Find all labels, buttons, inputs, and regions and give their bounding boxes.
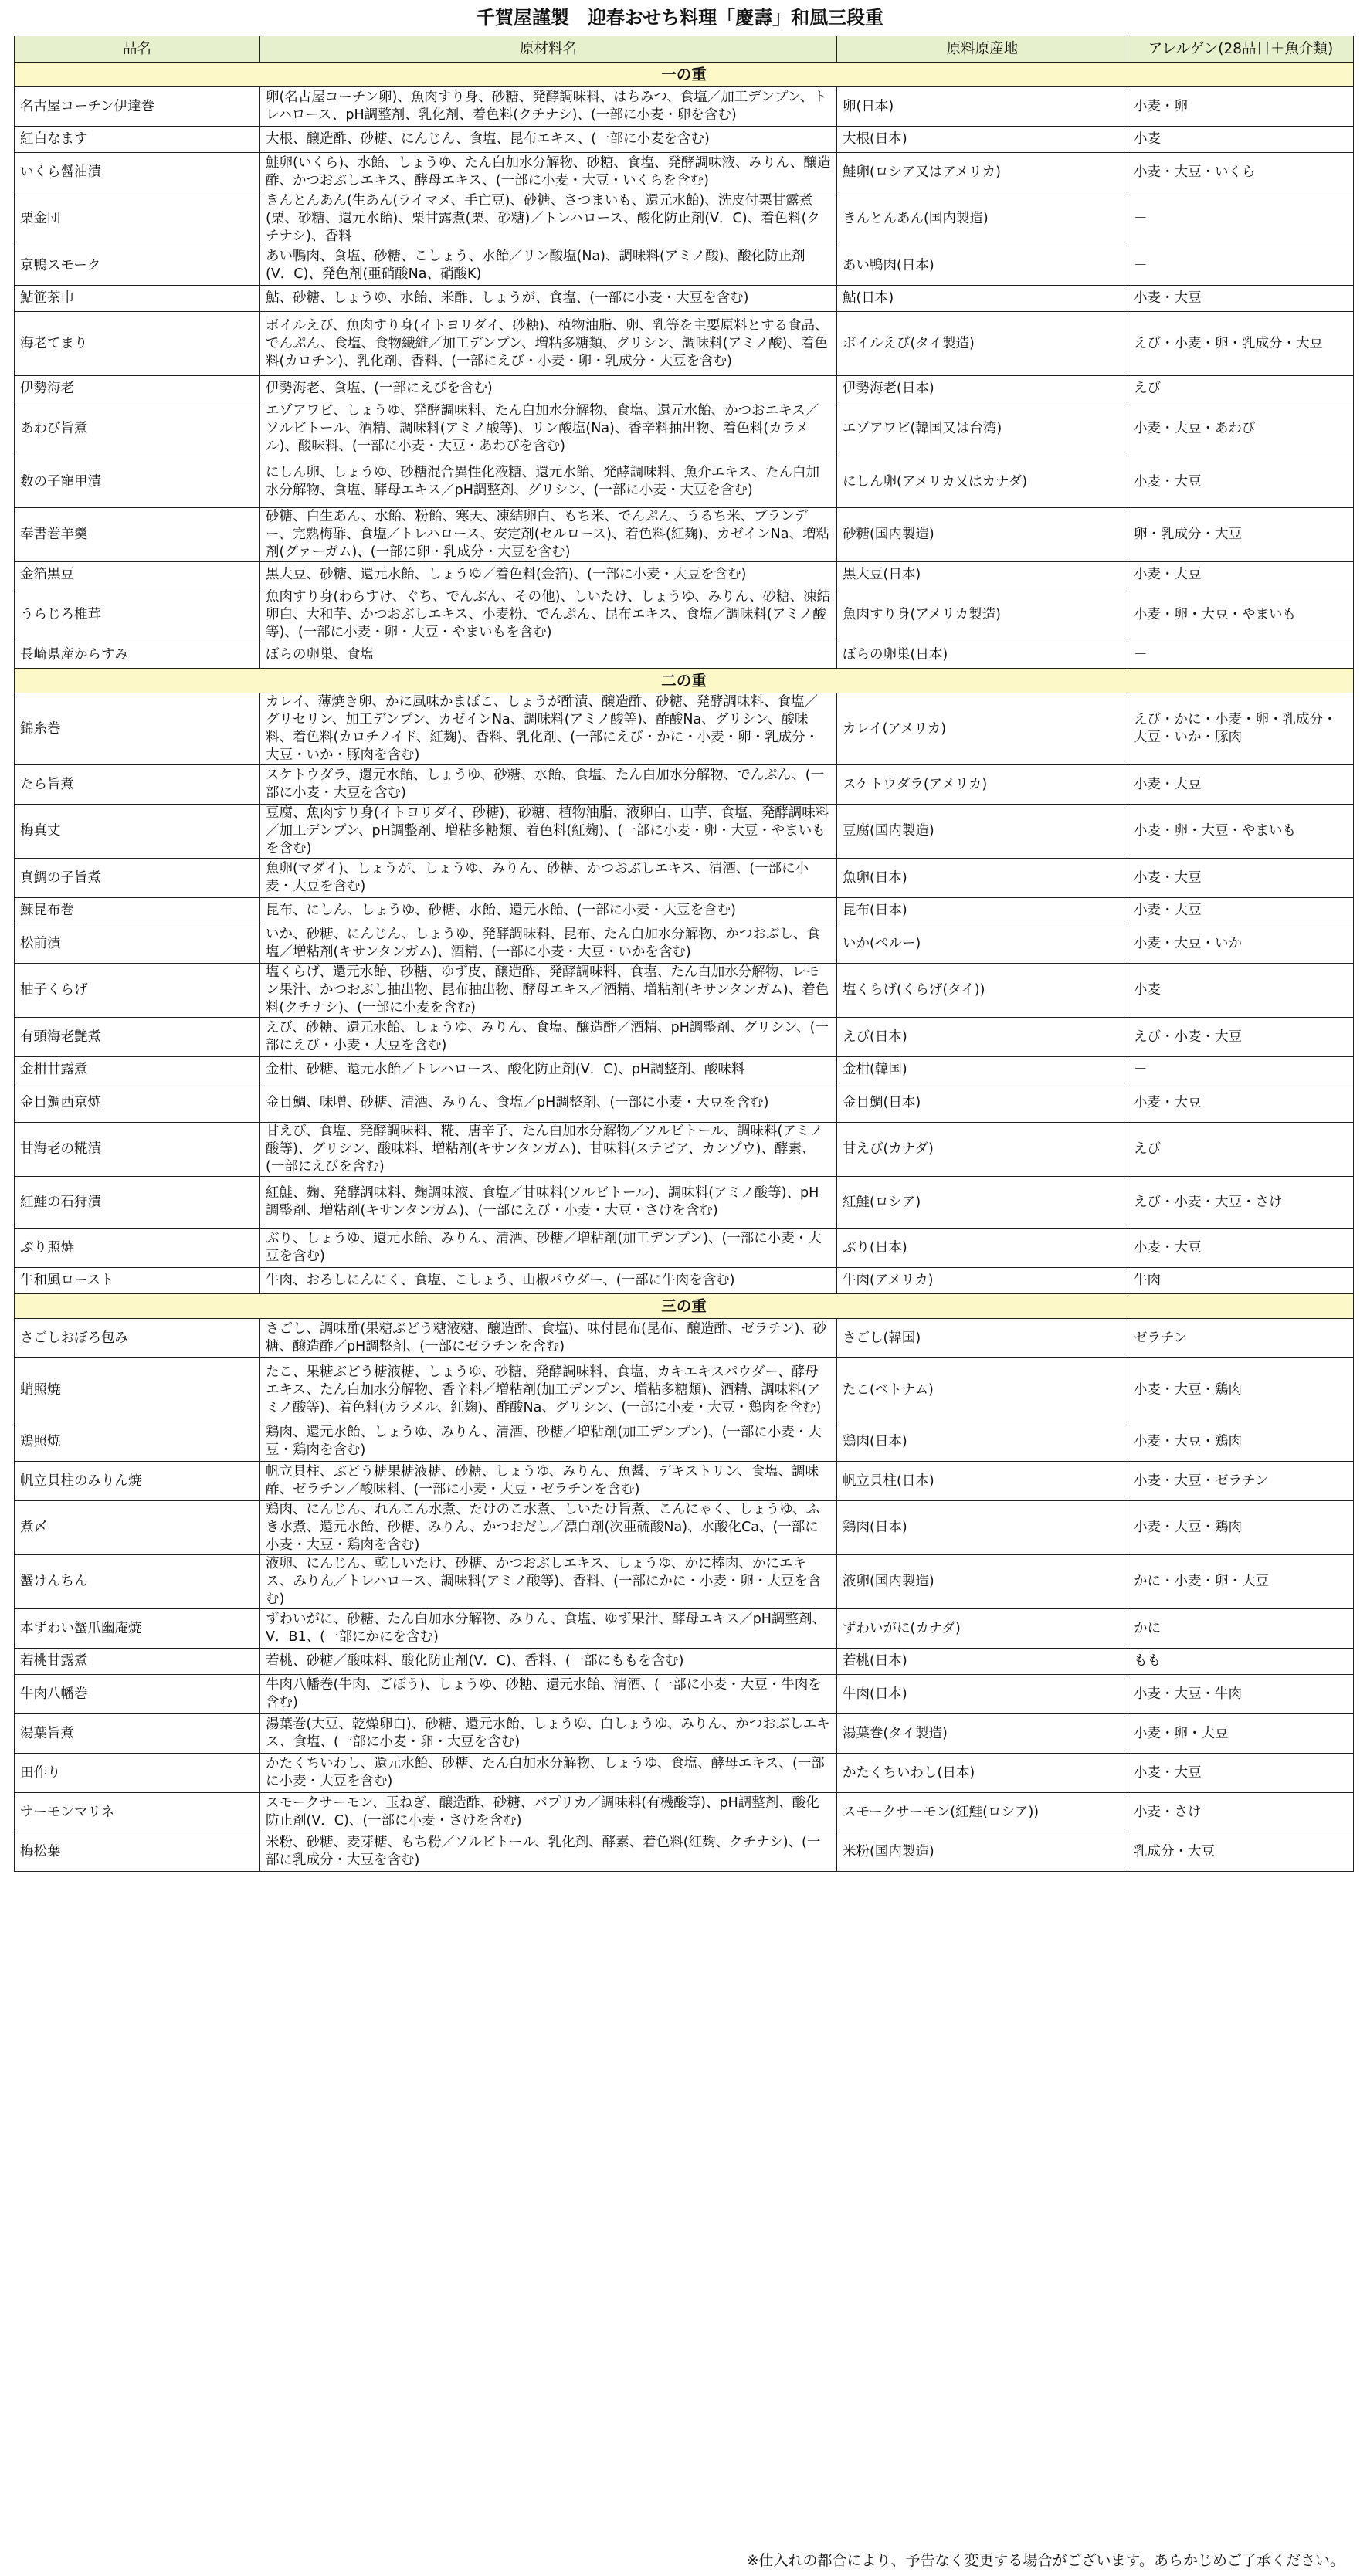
product-name-cell: サーモンマリネ (15, 1793, 260, 1832)
table-row (15, 376, 1354, 402)
ingredients-cell: 牛肉八幡巻(牛肉、ごぼう)、しょうゆ、砂糖、還元水飴、清酒、(一部に小麦・大豆・牛肉を含む) (260, 1675, 837, 1714)
table-row (15, 286, 1354, 312)
origin-cell: きんとんあん(国内製造) (837, 192, 1128, 246)
origin-cell: エゾアワビ(韓国又は台湾) (837, 402, 1128, 456)
origin-cell: 大根(日本) (837, 127, 1128, 153)
allergen-cell: かに・小麦・卵・大豆 (1128, 1555, 1354, 1609)
product-name-cell: 紅鮭の石狩漬 (15, 1177, 260, 1229)
origin-cell: 甘えび(カナダ) (837, 1123, 1128, 1177)
allergen-cell: えび・小麦・大豆・さけ (1128, 1177, 1354, 1229)
product-name-cell: 牛肉八幡巻 (15, 1675, 260, 1714)
origin-cell: 液卵(国内製造) (837, 1555, 1128, 1609)
product-name-cell: ぶり照焼 (15, 1229, 260, 1268)
product-name-cell: 蛸照焼 (15, 1358, 260, 1422)
ingredients-cell: 牛肉、おろしにんにく、食塩、こしょう、山椒パウダー、(一部に牛肉を含む) (260, 1268, 837, 1294)
product-name-cell: 松前漬 (15, 924, 260, 964)
ingredients-cell: 伊勢海老、食塩、(一部にえびを含む) (260, 376, 837, 402)
table-row (15, 1609, 1354, 1649)
allergen-cell: 牛肉 (1128, 1268, 1354, 1294)
origin-cell: 湯葉巻(タイ製造) (837, 1714, 1128, 1754)
origin-cell: 鶏肉(日本) (837, 1501, 1128, 1555)
ingredients-cell: 昆布、にしん、しょうゆ、砂糖、水飴、還元水飴、(一部に小麦・大豆を含む) (260, 898, 837, 924)
ingredients-cell: えび、砂糖、還元水飴、しょうゆ、みりん、食塩、醸造酢／酒精、pH調整剤、グリシン、(一部にえび・小麦・大豆を含む) (260, 1018, 837, 1057)
allergen-cell: 小麦・大豆 (1128, 1083, 1354, 1123)
origin-cell: 鶏肉(日本) (837, 1422, 1128, 1462)
allergen-cell: えび・小麦・大豆 (1128, 1018, 1354, 1057)
table-row (15, 1649, 1354, 1675)
origin-cell: カレイ(アメリカ) (837, 693, 1128, 765)
allergen-cell: 小麦・大豆・いくら (1128, 153, 1354, 192)
product-name-cell: 長崎県産からすみ (15, 642, 260, 669)
origin-cell: 砂糖(国内製造) (837, 508, 1128, 562)
allergen-cell: 小麦・大豆 (1128, 859, 1354, 898)
origin-cell: 金目鯛(日本) (837, 1083, 1128, 1123)
origin-cell: 塩くらげ(くらげ(タイ)) (837, 964, 1128, 1018)
table-row (15, 642, 1354, 669)
table-row (15, 1675, 1354, 1714)
product-name-cell: 有頭海老艶煮 (15, 1018, 260, 1057)
ingredients-cell: ぶり、しょうゆ、還元水飴、みりん、清酒、砂糖／増粘剤(加工デンプン)、(一部に小麦・大豆を含む) (260, 1229, 837, 1268)
allergen-cell: 小麦・大豆 (1128, 562, 1354, 588)
allergen-cell: えび・小麦・卵・乳成分・大豆 (1128, 312, 1354, 376)
origin-cell: ずわいがに(カナダ) (837, 1609, 1128, 1649)
origin-cell: えび(日本) (837, 1018, 1128, 1057)
origin-cell: にしん卵(アメリカ又はカナダ) (837, 456, 1128, 508)
product-name-cell: 本ずわい蟹爪幽庵焼 (15, 1609, 260, 1649)
table-row (15, 402, 1354, 456)
allergen-cell: 小麦・大豆・鶏肉 (1128, 1422, 1354, 1462)
ingredients-cell: いか、砂糖、にんじん、しょうゆ、発酵調味料、昆布、たん白加水分解物、かつおぶし、食塩／増粘剤(キサンタンガム)、酒精、(一部に小麦・大豆・いかを含む) (260, 924, 837, 964)
document-title: 千賀屋謹製 迎春おせち料理「慶壽」和風三段重 (476, 7, 884, 29)
origin-cell: スモークサーモン(紅鮭(ロシア)) (837, 1793, 1128, 1832)
ingredients-cell: 金柑、砂糖、還元水飴／トレハロース、酸化防止剤(V．C)、pH調整剤、酸味料 (260, 1057, 837, 1083)
header-product-name: 品名 (15, 36, 260, 63)
table-row (15, 765, 1354, 805)
ingredients-cell: にしん卵、しょうゆ、砂糖混合異性化液糖、還元水飴、発酵調味料、魚介エキス、たん白加水分解物、食塩、酵母エキス／pH調整剤、グリシン、(一部に小麦・大豆を含む) (260, 456, 837, 508)
allergen-cell: 小麦・大豆 (1128, 898, 1354, 924)
product-name-cell: 真鯛の子旨煮 (15, 859, 260, 898)
table-row (15, 312, 1354, 376)
product-name-cell: 煮〆 (15, 1501, 260, 1555)
table-row (15, 1123, 1354, 1177)
allergen-cell: 小麦・大豆・鶏肉 (1128, 1358, 1354, 1422)
ingredients-cell: 魚肉すり身(わらすけ、ぐち、でんぷん、その他)、しいたけ、しょうゆ、みりん、砂糖、凍結卵白、大和芋、かつおぶしエキス、小麦粉、でんぷん、昆布エキス、食塩／調味料(アミノ酸等)、(一部に小麦・卵・大豆・やまいもを含む) (260, 588, 837, 642)
ingredients-cell: 鶏肉、還元水飴、しょうゆ、みりん、清酒、砂糖／増粘剤(加工デンプン)、(一部に小麦・大豆・鶏肉を含む) (260, 1422, 837, 1462)
ingredients-cell: スモークサーモン、玉ねぎ、醸造酢、砂糖、パプリカ／調味料(有機酸等)、pH調整剤、酸化防止剤(V．C)、(一部に小麦・さけを含む) (260, 1793, 837, 1832)
table-row (15, 924, 1354, 964)
product-name-cell: 金箔黒豆 (15, 562, 260, 588)
origin-cell: 米粉(国内製造) (837, 1832, 1128, 1872)
table-row (15, 87, 1354, 127)
table-row (15, 1229, 1354, 1268)
product-name-cell: 数の子寵甲漬 (15, 456, 260, 508)
origin-cell: 伊勢海老(日本) (837, 376, 1128, 402)
ingredients-cell: 紅鮭、麹、発酵調味料、麹調味液、食塩／甘味料(ソルビトール)、調味料(アミノ酸等)、pH調整剤、増粘剤(キサンタンガム)、(一部にえび・小麦・大豆・さけを含む) (260, 1177, 837, 1229)
product-name-cell: 名古屋コーチン伊達巻 (15, 87, 260, 127)
ingredients-cell: 帆立貝柱、ぶどう糖果糖液糖、砂糖、しょうゆ、みりん、魚醤、デキストリン、食塩、調味酢、ゼラチン／酸味料、(一部に小麦・大豆・ゼラチンを含む) (260, 1462, 837, 1501)
ingredient-table (14, 36, 1354, 1872)
allergen-cell: 小麦・卵 (1128, 87, 1354, 127)
product-name-cell: 湯葉旨煮 (15, 1714, 260, 1754)
origin-cell: 鮎(日本) (837, 286, 1128, 312)
allergen-cell: 小麦・大豆 (1128, 1229, 1354, 1268)
section-row (15, 1294, 1354, 1319)
origin-cell: かたくちいわし(日本) (837, 1754, 1128, 1793)
allergen-cell: かに (1128, 1609, 1354, 1649)
table-row (15, 1083, 1354, 1123)
ingredients-cell: 甘えび、食塩、発酵調味料、糀、唐辛子、たん白加水分解物／ソルビトール、調味料(アミノ酸等)、グリシン、酸味料、増粘剤(キサンタンガム)、甘味料(ステビア、カンゾウ)、酵素、(一部にえびを含む) (260, 1123, 837, 1177)
ingredients-cell: 若桃、砂糖／酸味料、酸化防止剤(V．C)、香料、(一部にももを含む) (260, 1649, 837, 1675)
table-row (15, 508, 1354, 562)
allergen-cell: 小麦・大豆・鶏肉 (1128, 1501, 1354, 1555)
table-row (15, 192, 1354, 246)
table-header-row (15, 36, 1354, 63)
table-row (15, 1793, 1354, 1832)
ingredients-cell: 湯葉巻(大豆、乾燥卵白)、砂糖、還元水飴、しょうゆ、白しょうゆ、みりん、かつおぶしエキス、食塩、(一部に小麦・卵・大豆を含む) (260, 1714, 837, 1754)
product-name-cell: 伊勢海老 (15, 376, 260, 402)
origin-cell: いか(ペルー) (837, 924, 1128, 964)
ingredients-cell: ぼらの卵巣、食塩 (260, 642, 837, 669)
product-name-cell: 牛和風ロースト (15, 1268, 260, 1294)
table-row (15, 127, 1354, 153)
ingredients-cell: 黒大豆、砂糖、還元水飴、しょうゆ／着色料(金箔)、(一部に小麦・大豆を含む) (260, 562, 837, 588)
table-row (15, 1358, 1354, 1422)
product-name-cell: 甘海老の糀漬 (15, 1123, 260, 1177)
ingredients-cell: あい鴨肉、食塩、砂糖、こしょう、水飴／リン酸塩(Na)、調味料(アミノ酸)、酸化防止剤(V．C)、発色剤(亜硝酸Na、硝酸K) (260, 246, 837, 286)
allergen-cell: 小麦・大豆 (1128, 286, 1354, 312)
ingredients-cell: 塩くらげ、還元水飴、砂糖、ゆず皮、醸造酢、発酵調味料、食塩、たん白加水分解物、レモン果汁、かつおぶし抽出物、昆布抽出物、酵母エキス／酒精、増粘剤(キサンタンガム)、着色料(クチナシ)、(一部に小麦を含む) (260, 964, 837, 1018)
allergen-cell: 小麦・大豆 (1128, 765, 1354, 805)
product-name-cell: 金柑甘露煮 (15, 1057, 260, 1083)
allergen-cell: 小麦・大豆 (1128, 1754, 1354, 1793)
allergen-cell: 小麦・大豆・ゼラチン (1128, 1462, 1354, 1501)
table-row (15, 1754, 1354, 1793)
allergen-cell: － (1128, 246, 1354, 286)
product-name-cell: 鶏照焼 (15, 1422, 260, 1462)
table-row (15, 1832, 1354, 1872)
ingredients-cell: カレイ、薄焼き卵、かに風味かまぼこ、しょうが酢漬、醸造酢、砂糖、発酵調味料、食塩／グリセリン、加工デンプン、カゼインNa、調味料(アミノ酸等)、酢酸Na、グリシン、酸味料、着色料(カロチノイド、紅麹)、香料、乳化剤、(一部にえび・かに・小麦・卵・乳成分・大豆・いか・豚肉を含む) (260, 693, 837, 765)
origin-cell: あい鴨肉(日本) (837, 246, 1128, 286)
allergen-cell: 卵・乳成分・大豆 (1128, 508, 1354, 562)
allergen-cell: 小麦 (1128, 964, 1354, 1018)
table-row (15, 562, 1354, 588)
table-row (15, 1018, 1354, 1057)
table-row (15, 1501, 1354, 1555)
origin-cell: スケトウダラ(アメリカ) (837, 765, 1128, 805)
product-name-cell: うらじろ椎茸 (15, 588, 260, 642)
ingredients-cell: さごし、調味酢(果糖ぶどう糖液糖、醸造酢、食塩)、味付昆布(昆布、醸造酢、ゼラチン)、砂糖、醸造酢／pH調整剤、(一部にゼラチンを含む) (260, 1319, 837, 1358)
product-name-cell: 鮎笹茶巾 (15, 286, 260, 312)
table-row (15, 1555, 1354, 1609)
table-row (15, 1714, 1354, 1754)
origin-cell: 魚卵(日本) (837, 859, 1128, 898)
allergen-cell: ゼラチン (1128, 1319, 1354, 1358)
origin-cell: 卵(日本) (837, 87, 1128, 127)
header-ingredients: 原材料名 (260, 36, 837, 63)
origin-cell: 鮭卵(ロシア又はアメリカ) (837, 153, 1128, 192)
ingredients-cell: 卵(名古屋コーチン卵)、魚肉すり身、砂糖、発酵調味料、はちみつ、食塩／加工デンプン、トレハロース、pH調整剤、乳化剤、着色料(クチナシ)、(一部に小麦・卵を含む) (260, 87, 837, 127)
section-row (15, 669, 1354, 693)
product-name-cell: 蟹けんちん (15, 1555, 260, 1609)
product-name-cell: たら旨煮 (15, 765, 260, 805)
allergen-cell: もも (1128, 1649, 1354, 1675)
product-name-cell: 海老てまり (15, 312, 260, 376)
allergen-cell: － (1128, 1057, 1354, 1083)
allergen-cell: 小麦・卵・大豆・やまいも (1128, 805, 1354, 859)
ingredients-cell: 鮭卵(いくら)、水飴、しょうゆ、たん白加水分解物、砂糖、食塩、発酵調味液、みりん、醸造酢、かつおぶしエキス、酵母エキス、(一部に小麦・大豆・いくらを含む) (260, 153, 837, 192)
table-row (15, 246, 1354, 286)
ingredients-cell: エゾアワビ、しょうゆ、発酵調味料、たん白加水分解物、食塩、還元水飴、かつおエキス／ソルビトール、酒精、調味料(アミノ酸等)、リン酸塩(Na)、香辛料抽出物、着色料(カラメル)、酸味料、(一部に小麦・大豆・あわびを含む) (260, 402, 837, 456)
table-row (15, 588, 1354, 642)
allergen-cell: えび (1128, 1123, 1354, 1177)
origin-cell: 黒大豆(日本) (837, 562, 1128, 588)
product-name-cell: 紅白なます (15, 127, 260, 153)
origin-cell: たこ(ベトナム) (837, 1358, 1128, 1422)
allergen-cell: 小麦・さけ (1128, 1793, 1354, 1832)
product-name-cell: いくら醤油漬 (15, 153, 260, 192)
section-label: 一の重 (15, 63, 1354, 87)
product-name-cell: 梅真丈 (15, 805, 260, 859)
table-row (15, 1422, 1354, 1462)
ingredients-cell: かたくちいわし、還元水飴、砂糖、たん白加水分解物、しょうゆ、食塩、酵母エキス、(一部に小麦・大豆を含む) (260, 1754, 837, 1793)
table-row (15, 1462, 1354, 1501)
product-name-cell: 栗金団 (15, 192, 260, 246)
origin-cell: 牛肉(アメリカ) (837, 1268, 1128, 1294)
ingredients-cell: 魚卵(マダイ)、しょうが、しょうゆ、みりん、砂糖、かつおぶしエキス、清酒、(一部に小麦・大豆を含む) (260, 859, 837, 898)
allergen-cell: 小麦・卵・大豆・やまいも (1128, 588, 1354, 642)
section-label: 三の重 (15, 1294, 1354, 1319)
table-row (15, 1268, 1354, 1294)
header-origin: 原料原産地 (837, 36, 1128, 63)
product-name-cell: 錦糸巻 (15, 693, 260, 765)
ingredients-cell: ボイルえび、魚肉すり身(イトヨリダイ、砂糖)、植物油脂、卵、乳等を主要原料とする食品、でんぷん、食塩、食物繊維／加工デンプン、増粘多糖類、グリシン、調味料(アミノ酸)、着色料(カロチン)、乳化剤、香料、(一部にえび・小麦・卵・乳成分・大豆を含む) (260, 312, 837, 376)
ingredients-cell: 米粉、砂糖、麦芽糖、もち粉／ソルビトール、乳化剤、酵素、着色料(紅麹、クチナシ)、(一部に乳成分・大豆を含む) (260, 1832, 837, 1872)
disclaimer-note: ※仕入れの都合により、予告なく変更する場合がございます。あらかじめご了承ください。 (746, 2552, 1345, 2569)
section-row (15, 63, 1354, 87)
table-row (15, 859, 1354, 898)
table-row (15, 1319, 1354, 1358)
allergen-cell: － (1128, 192, 1354, 246)
table-row (15, 456, 1354, 508)
allergen-cell: 小麦・大豆・いか (1128, 924, 1354, 964)
product-name-cell: 金目鯛西京焼 (15, 1083, 260, 1123)
allergen-cell: えび・かに・小麦・卵・乳成分・大豆・いか・豚肉 (1128, 693, 1354, 765)
origin-cell: 魚肉すり身(アメリカ製造) (837, 588, 1128, 642)
allergen-cell: 小麦・卵・大豆 (1128, 1714, 1354, 1754)
product-name-cell: さごしおぼろ包み (15, 1319, 260, 1358)
allergen-cell: 小麦 (1128, 127, 1354, 153)
allergen-cell: 乳成分・大豆 (1128, 1832, 1354, 1872)
origin-cell: 豆腐(国内製造) (837, 805, 1128, 859)
product-name-cell: 奉書巻羊羹 (15, 508, 260, 562)
ingredients-cell: 鶏肉、にんじん、れんこん水煮、たけのこ水煮、しいたけ旨煮、こんにゃく、しょうゆ、ふき水煮、還元水飴、砂糖、みりん、かつおだし／漂白剤(次亜硫酸Na)、水酸化Ca、(一部に小麦・大豆・鶏肉を含む) (260, 1501, 837, 1555)
ingredients-cell: 鮎、砂糖、しょうゆ、水飴、米酢、しょうが、食塩、(一部に小麦・大豆を含む) (260, 286, 837, 312)
table-row (15, 153, 1354, 192)
table-row (15, 1057, 1354, 1083)
origin-cell: 牛肉(日本) (837, 1675, 1128, 1714)
origin-cell: 若桃(日本) (837, 1649, 1128, 1675)
product-name-cell: 柚子くらげ (15, 964, 260, 1018)
header-allergens: アレルゲン(28品目＋魚介類) (1128, 36, 1354, 63)
product-name-cell: 若桃甘露煮 (15, 1649, 260, 1675)
table-row (15, 693, 1354, 765)
table-row (15, 805, 1354, 859)
product-name-cell: 梅松葉 (15, 1832, 260, 1872)
allergen-cell: 小麦・大豆・牛肉 (1128, 1675, 1354, 1714)
ingredients-cell: 液卵、にんじん、乾しいたけ、砂糖、かつおぶしエキス、しょうゆ、かに棒肉、かにエキス、みりん／トレハロース、調味料(アミノ酸等)、香料、(一部にかに・小麦・卵・大豆を含む) (260, 1555, 837, 1609)
ingredients-cell: 豆腐、魚肉すり身(イトヨリダイ、砂糖)、砂糖、植物油脂、液卵白、山芋、食塩、発酵調味料／加工デンプン、pH調整剤、増粘多糖類、着色料(紅麹)、(一部に小麦・卵・大豆・やまいもを含む) (260, 805, 837, 859)
product-name-cell: あわび旨煮 (15, 402, 260, 456)
ingredients-cell: きんとんあん(生あん(ライマメ、手亡豆)、砂糖、さつまいも、還元水飴)、洗皮付栗甘露煮(栗、砂糖、還元水飴)、栗甘露煮(栗、砂糖)／トレハロース、酸化防止剤(V．C)、着色料(クチナシ)、香料 (260, 192, 837, 246)
ingredients-cell: 金目鯛、味噌、砂糖、清酒、みりん、食塩／pH調整剤、(一部に小麦・大豆を含む) (260, 1083, 837, 1123)
origin-cell: 紅鮭(ロシア) (837, 1177, 1128, 1229)
origin-cell: 帆立貝柱(日本) (837, 1462, 1128, 1501)
product-name-cell: 帆立貝柱のみりん焼 (15, 1462, 260, 1501)
origin-cell: ぼらの卵巣(日本) (837, 642, 1128, 669)
section-label: 二の重 (15, 669, 1354, 693)
origin-cell: ボイルえび(タイ製造) (837, 312, 1128, 376)
origin-cell: 昆布(日本) (837, 898, 1128, 924)
allergen-cell: えび (1128, 376, 1354, 402)
allergen-cell: － (1128, 642, 1354, 669)
ingredients-cell: たこ、果糖ぶどう糖液糖、しょうゆ、砂糖、発酵調味料、食塩、カキエキスパウダー、酵母エキス、たん白加水分解物、香辛料／増粘剤(加工デンプン、増粘多糖類)、酒精、調味料(アミノ酸等)、着色料(カラメル、紅麹)、酢酸Na、グリシン、(一部に小麦・大豆・鶏肉を含む) (260, 1358, 837, 1422)
allergen-cell: 小麦・大豆・あわび (1128, 402, 1354, 456)
ingredients-cell: ずわいがに、砂糖、たん白加水分解物、みりん、食塩、ゆず果汁、酵母エキス／pH調整剤、V．B1、(一部にかにを含む) (260, 1609, 837, 1649)
table-row (15, 964, 1354, 1018)
origin-cell: 金柑(韓国) (837, 1057, 1128, 1083)
product-name-cell: 田作り (15, 1754, 260, 1793)
origin-cell: さごし(韓国) (837, 1319, 1128, 1358)
table-row (15, 898, 1354, 924)
ingredients-cell: 砂糖、白生あん、水飴、粉飴、寒天、凍結卵白、もち米、でんぷん、うるち米、ブランデー、完熟梅酢、食塩／トレハロース、安定剤(セルロース)、着色料(紅麹)、カゼインNa、増粘剤(グァーガム)、(一部に卵・乳成分・大豆を含む) (260, 508, 837, 562)
ingredients-cell: 大根、醸造酢、砂糖、にんじん、食塩、昆布エキス、(一部に小麦を含む) (260, 127, 837, 153)
product-name-cell: 鰊昆布巻 (15, 898, 260, 924)
ingredients-cell: スケトウダラ、還元水飴、しょうゆ、砂糖、水飴、食塩、たん白加水分解物、でんぷん、(一部に小麦・大豆を含む) (260, 765, 837, 805)
origin-cell: ぶり(日本) (837, 1229, 1128, 1268)
table-row (15, 1177, 1354, 1229)
product-name-cell: 京鴨スモーク (15, 246, 260, 286)
allergen-cell: 小麦・大豆 (1128, 456, 1354, 508)
